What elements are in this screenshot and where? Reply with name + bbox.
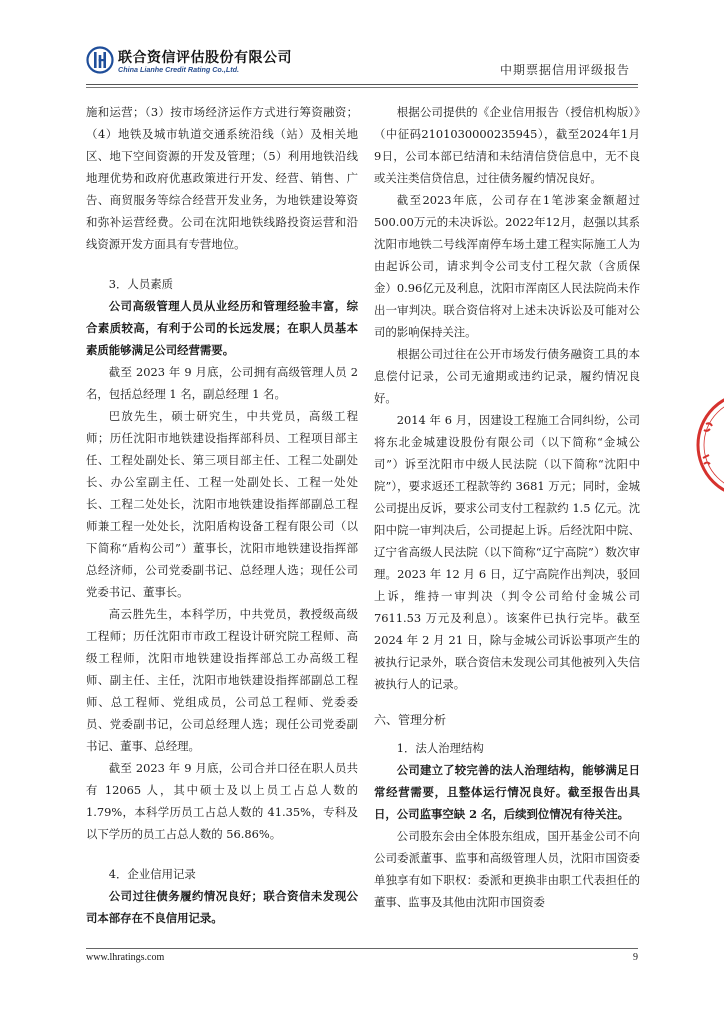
paragraph: 2014 年 6 月，因建设工程施工合同纠纷，公司将东北金城建设股份有限公司（以下简称“金城公司”）诉至沈阳市中级人民法院（以下简称“沈阳中院”），要求返还工程款等约 3681 万元；同时，金城公司提出反诉，要求公司支付工程款约 1.5 亿元。沈阳中院一审判决后，公司提起上诉。后经沈阳中院、辽宁省高级人民法院（以下简称“辽宁高院”）数次审理。2023 年 12 月 6 日，辽宁高院作出判决，驳回上诉，维持一审判决（判令公司给付金城公司 7611.53 万元及利息）。该案件已执行完毕。截至 2024 年 2 月 21 日，除与金城公司诉讼事项产生的被执行记录外，联合资信未发现公司其他被列入失信被执行人的记录。 — [374, 413, 640, 691]
lianhe-logo-icon — [86, 46, 114, 74]
subsection-heading: 3．人员素质 — [108, 277, 173, 291]
company-seal-stamp — [692, 390, 724, 500]
right-column — [374, 101, 640, 913]
page-number: 9 — [633, 952, 638, 963]
paragraph: 截至 2023 年 9 月底，公司拥有高级管理人员 2 名，包括总经理 1 名，副总经理 1 名。 — [86, 365, 358, 401]
header-divider — [86, 84, 638, 85]
subsection-heading: 4．企业信用记录 — [108, 867, 196, 881]
subsection-heading: 1．法人治理结构 — [396, 741, 484, 755]
key-finding: 公司高级管理人员从业经历和管理经验丰富，综合素质较高，有利于公司的长远发展；在职人员基本素质能够满足公司经营需要。 — [86, 299, 358, 357]
header-divider-thin — [86, 87, 638, 88]
section-heading: 六、管理分析 — [374, 713, 447, 727]
footer-divider — [86, 948, 638, 949]
paragraph: 巴放先生，硕士研究生，中共党员，高级工程师；历任沈阳市地铁建设指挥部科员、工程项目部主任、工程处副处长、第三项目部主任、工程二处副处长、办公室副主任、工程一处副处长、工程一处处长、工程二处处长，沈阳市地铁建设指挥部副总工程师兼工程一处处长，沈阳盾构设备工程有限公司（以下简称“盾构公司”）董事长，沈阳市地铁建设指挥部总经济师，公司党委副书记、总经理人选；现任公司党委书记、董事长。 — [86, 409, 358, 599]
footer-website: www.lhratings.com — [86, 952, 165, 963]
paragraph: 公司股东会由全体股东组成，国开基金公司不向公司委派董事、监事和高级管理人员，沈阳市国资委单独享有如下职权：委派和更换非由职工代表担任的董事、监事及其他由沈阳市国资委 — [374, 829, 640, 909]
paragraph: 截至2023年底，公司存在1笔涉案金额超过500.00万元的未决诉讼。2022年12月，赵强以其系沈阳市地铁二号线浑南停车场土建工程实际施工人为由起诉公司，请求判令公司支付工程欠款（含质保金）0.96亿元及利息，沈阳市浑南区人民法院尚未作出一审判决。联合资信将对上述未决诉讼及可能对公司的影响保持关注。 — [374, 193, 640, 339]
left-column — [86, 101, 358, 929]
key-finding: 公司过往债务履约情况良好；联合资信未发现公司本部存在不良信用记录。 — [86, 889, 358, 925]
page-header — [0, 0, 724, 90]
paragraph: 根据公司提供的《企业信用报告（授信机构版）》（中征码2101030000235945），截至2024年1月9日，公司本部已结清和未结清信贷信息中，无不良或关注类信贷信息，过往债务履约情况良好。 — [374, 105, 640, 185]
key-finding: 公司建立了较完善的法人治理结构，能够满足日常经营需要，且整体运行情况良好。截至报告出具日，公司监事空缺 2 名，后续到位情况有待关注。 — [374, 763, 640, 821]
company-name-en: China Lianhe Credit Rating Co.,Ltd. — [118, 65, 239, 74]
report-title: 中期票据信用评级报告 — [499, 63, 630, 77]
paragraph: 根据公司过往在公开市场发行债务融资工具的本息偿付记录，公司无逾期或违约记录，履约情况良好。 — [374, 347, 640, 405]
paragraph: 截至 2023 年 9 月底，公司合并口径在职人员共有 12065 人，其中硕士及以上员工占总人数的 1.79%，本科学历员工占总人数的 41.35%，专科及以下学历的员工占总人数的 56.86%。 — [86, 761, 358, 841]
paragraph: 高云胜先生，本科学历，中共党员，教授级高级工程师；历任沈阳市市政工程设计研究院工程师、高级工程师，沈阳市地铁建设指挥部总工办高级工程师、副主任、主任，沈阳市地铁建设指挥部副总工程师、总工程师、党组成员，公司总工程师、党委委员、党委副书记，公司总经理人选；现任公司党委副书记、董事、总经理。 — [86, 607, 358, 753]
company-name-cn: 联合资信评估股份有限公司 — [118, 50, 292, 66]
paragraph: 施和运营；（3）按市场经济运作方式进行筹资融资；（4）地铁及城市轨道交通系统沿线（站）及相关地区、地下空间资源的开发及管理；（5）利用地铁沿线地理优势和政府优惠政策进行开发、经营、销售、广告、商贸服务等综合经营开发业务，为地铁建设筹资和弥补运营经费。公司在沈阳地铁线路投资运营和沿线资源开发方面具有专营地位。 — [86, 105, 358, 251]
company-logo — [86, 46, 292, 78]
